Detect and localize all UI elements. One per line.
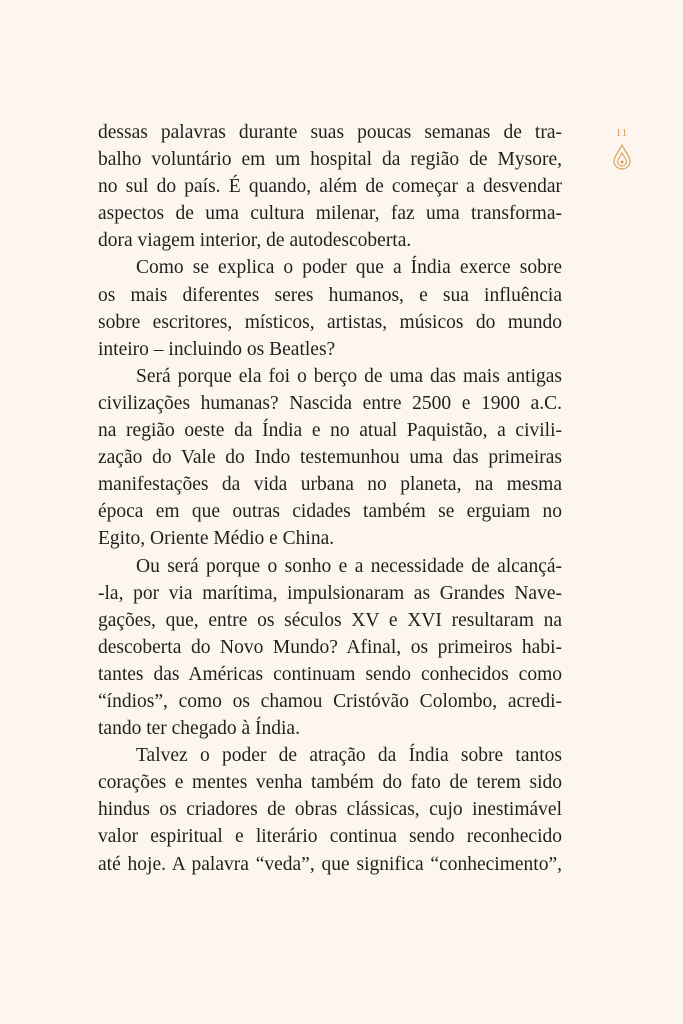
- text-line: “índios”, como os chamou Cristóvão Colombo, acredi-: [98, 690, 562, 712]
- text-line: Ou será porque o sonho e a necessidade de alcançá-: [136, 555, 562, 577]
- text-line: valor espiritual e literário continua sendo reconhecido: [98, 826, 562, 848]
- text-line: aspectos de uma cultura milenar, faz uma transforma-: [98, 203, 562, 225]
- text-line: Será porque ela foi o berço de uma das mais antigas: [136, 365, 562, 387]
- text-line: dessas palavras durante suas poucas semanas de tra-: [98, 122, 562, 143]
- text-line: descoberta do Novo Mundo? Afinal, os primeiros habi-: [98, 636, 562, 658]
- page-number: 11: [615, 127, 629, 139]
- text-line: zação do Vale do Indo testemunhou uma das primeiras: [98, 447, 562, 469]
- text-line: -la, por via marítima, impulsionaram as Grandes Nave-: [98, 582, 562, 604]
- text-line: inteiro – incluindo os Beatles?: [98, 338, 336, 360]
- body-text: [98, 119, 562, 878]
- text-line: até hoje. A palavra “veda”, que significa “conhecimento”,: [98, 853, 562, 875]
- text-line: no sul do país. É quando, além de começar a desvendar: [98, 176, 562, 198]
- folio: [600, 126, 644, 170]
- text-line: tando ter chegado à Índia.: [98, 718, 300, 740]
- text-line: época em que outras cidades também se erguiam no: [98, 501, 562, 523]
- text-line: sobre escritores, místicos, artistas, músicos do mundo: [98, 311, 562, 333]
- text-line: gações, que, entre os séculos XV e XVI resultaram na: [98, 609, 562, 631]
- text-line: civilizações humanas? Nascida entre 2500 e 1900 a.C.: [98, 392, 562, 414]
- text-line: tantes das Américas continuam sendo conhecidos como: [98, 663, 562, 685]
- text-line: Talvez o poder de atração da Índia sobre tantos: [136, 745, 562, 767]
- text-line: corações e mentes venha também do fato de terem sido: [98, 772, 562, 794]
- text-line: balho voluntário em um hospital da região de Mysore,: [98, 149, 562, 171]
- drop-icon: [612, 144, 632, 170]
- text-line: hindus os criadores de obras clássicas, cujo inestimável: [98, 799, 562, 821]
- text-line: os mais diferentes seres humanos, e sua influência: [98, 284, 562, 306]
- text-line: Como se explica o poder que a Índia exerce sobre: [136, 257, 562, 279]
- text-line: manifestações da vida urbana no planeta, na mesma: [98, 474, 562, 496]
- text-line: na região oeste da Índia e no atual Paquistão, a civili-: [98, 420, 562, 442]
- text-line: Egito, Oriente Médio e China.: [98, 528, 335, 550]
- text-line: dora viagem interior, de autodescoberta.: [98, 230, 412, 252]
